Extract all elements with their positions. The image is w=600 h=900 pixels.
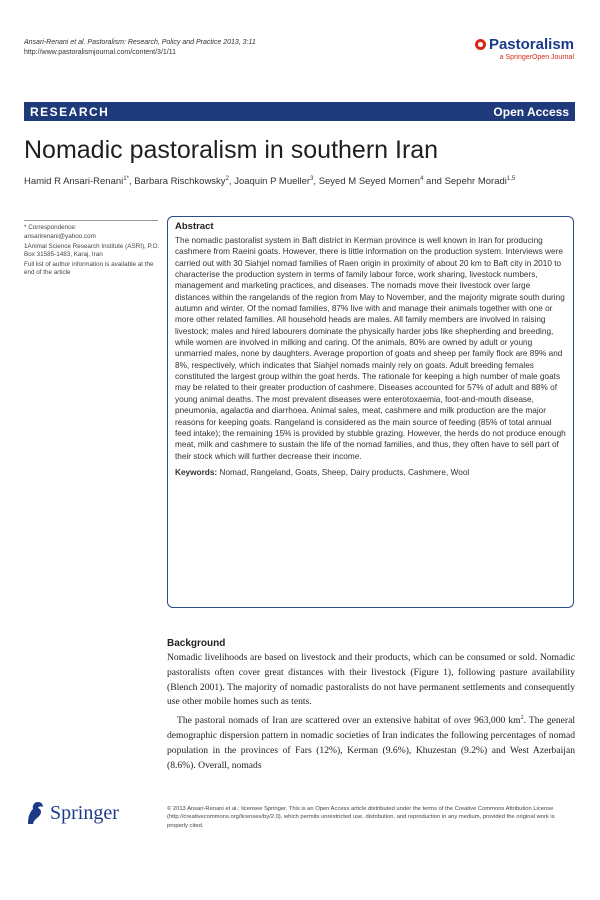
author-name: Hamid R Ansari-Renani bbox=[24, 176, 124, 188]
background-paragraph-1: Nomadic livelihoods are based on livestock and their products, which can be consumed or sold. Nomadic pastoralists often cover great distances with their livestock (Figure 1), following pasture availability (Blench 2001). The majority of nomadic pastoralists do not have permanent settlements and consequently use other mobile homes such as tents. bbox=[167, 652, 575, 708]
abstract-text: The nomadic pastoralist system in Baft district in Kerman province is well known in Iran for producing cashmere from Raeini goats. However, there is little information on the production system. Interviews were carried out with 30 Siahjel nomad families of Raen origin in proximity of about 20 km to Baft city in 2010 to characterise the production system in terms of family labour force, work sharing, livestock numbers, management and marketing practices, and diseases. The nomads move their livestock over large distances within the rangelands of the region from May to November, and the majority migrate south during autumn and winter. Of the nomad families, 87% live with and manage their animals together with one or more other related families. All household heads are males. All family members are involved in raising livestock; males and hired labourers dominate the physically harder jobs like shepherding and breeding, while women are involved in milking and caring. Of the animals, 80% are owned by adult or young unmarried males, none by daughters. Average proportion of goats and sheep per family flock are 89% and 8%, respectively, which indicates that Siahjel nomads mainly rely on goats. Adult breeding females constituted the largest group within the goat herds. The rationale for keeping a high number of male goats may be related to their greater production of cashmere. Diseases accounted for 57% of adult and 88% of young animal deaths. The most prevalent diseases were enterotoxaemia, foot-and-mouth disease, pneumonia, agalactia and diarrhoea. Animal sales, meat, cashmere and milk production are the major reasons for keeping goats. Rangeland is considered as the main source of feeding (85% of total annual feed intake); the remaining 15% is provided by stubble grazing. However, the herds do not produce enough meat, milk and cashmere to sustain the life of the nomad families, and thus, they often have to sell part of their stock which will further decrease their income. bbox=[175, 236, 566, 461]
journal-url[interactable]: http://www.pastoralismjournal.com/content/3/1/11 bbox=[24, 49, 177, 56]
copyright-notice: © 2013 Ansari-Renani et al.; licensee Springer. This is an Open Access article distributed under the terms of the Creative Commons Attribution License (http://creativecommons.org/licenses/by/2.0), which permits unrestricted use, distribution, and reproduction in any medium, provided the original work is properly cited. bbox=[167, 806, 555, 829]
correspondence-sidebar bbox=[24, 218, 162, 278]
author-name: Sepehr Moradi bbox=[444, 176, 507, 188]
author-affiliation-mark: 2 bbox=[225, 176, 229, 182]
springer-name: Springer bbox=[50, 801, 119, 824]
section-banner bbox=[24, 102, 575, 121]
correspondence-email[interactable]: ansarirenani@yahoo.com bbox=[24, 233, 96, 241]
background-paragraph-2: The pastoral nomads of Iran are scattered over an extensive habitat of over 963,000 $km^2$. The general demographic dispersion pattern in nomadic societies of Iran indicates the following percentages of nomad population in the provinces of Fars (12%), Kerman (9.6%), Khuzestan (9.2%) and West Azerbaijan (8.6%). Overall, nomads bbox=[167, 715, 576, 771]
author-affiliation-mark: 4 bbox=[420, 176, 424, 182]
author-name: Barbara Rischkowsky bbox=[134, 176, 226, 188]
open-access-label: Open Access bbox=[493, 104, 569, 119]
background-section bbox=[167, 638, 575, 774]
journal-reference bbox=[24, 38, 354, 58]
springer-logo bbox=[24, 800, 119, 826]
author-list: Hamid R Ansari-Renani$^{1*}$, Barbara Rischkowsky$^2$, Joaquin P Mueller$^3$, Seyed M Seyed Momen$^4$ and Sepehr Moradi$^{1,5}$ bbox=[24, 176, 516, 188]
journal-brand bbox=[475, 36, 574, 61]
author-info-note: Full list of author information is available at the end of the article bbox=[24, 260, 154, 277]
abstract-heading: Abstract bbox=[175, 221, 214, 232]
keywords-label: Keywords: bbox=[175, 467, 218, 477]
sidebar-divider bbox=[24, 220, 158, 221]
author-affiliation-mark: 1* bbox=[123, 176, 129, 182]
author-affiliation-mark: 1,5 bbox=[506, 176, 516, 182]
abstract-box bbox=[167, 216, 574, 608]
affiliation: 1Animal Science Research Institute (ASRI), P.O. Box 31585-1483, Karaj, Iran bbox=[24, 242, 160, 259]
springer-horse-icon bbox=[24, 800, 46, 826]
citation: Ansari-Renani et al. Pastoralism: Research, Policy and Practice 2013, 3:11 bbox=[24, 39, 256, 46]
keywords-list: Nomad, Rangeland, Goats, Sheep, Dairy products, Cashmere, Wool bbox=[219, 467, 470, 477]
article-title: Nomadic pastoralism in southern Iran bbox=[24, 136, 439, 164]
brand-subtitle: a SpringerOpen Journal bbox=[499, 54, 574, 61]
author-name: Joaquin P Mueller bbox=[234, 176, 311, 188]
author-affiliation-mark: 3 bbox=[310, 176, 314, 182]
background-heading: Background bbox=[167, 638, 226, 649]
brand-name: Pastoralism bbox=[488, 36, 574, 53]
section-label: RESEARCH bbox=[30, 104, 110, 119]
pastoralism-logo-icon bbox=[475, 39, 486, 50]
keywords bbox=[175, 467, 566, 478]
author-name: Seyed M Seyed Momen bbox=[318, 176, 421, 188]
correspondence-label: * Correspondence: bbox=[24, 224, 77, 231]
